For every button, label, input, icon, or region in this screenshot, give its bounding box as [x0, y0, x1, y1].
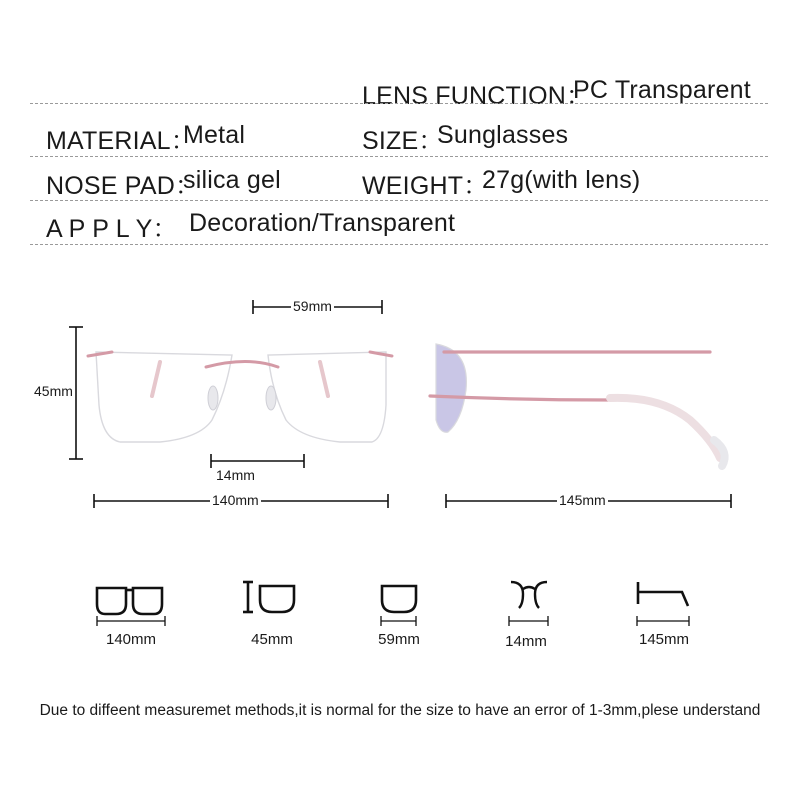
- lens-height-label: 45mm: [34, 383, 73, 399]
- apply-value: Decoration/Transparent: [189, 209, 456, 237]
- measurement-note: Due to diffeent measuremet methods,it is normal for the size to have an error of 1-3mm,plese understand: [39, 702, 761, 719]
- icon-label-frame-width: 140mm: [105, 631, 157, 648]
- icon-label-bridge: 14mm: [505, 633, 547, 650]
- material-label: MATERIAL：: [46, 127, 196, 155]
- weight-label: WEIGHT：: [362, 172, 489, 200]
- size-label: SIZE：: [362, 127, 444, 155]
- apply-label: A P P L Y：: [46, 215, 178, 243]
- size-value: Sunglasses: [437, 121, 569, 149]
- lens-function-label: LENS FUNCTION：: [362, 82, 592, 110]
- icon-label-lens-width: 59mm: [378, 631, 420, 648]
- lens-function-value: PC Transparent: [573, 76, 751, 104]
- material-value: Metal: [183, 121, 246, 149]
- temple-length-label: 145mm: [559, 492, 606, 508]
- weight-value: 27g(with lens): [482, 166, 641, 194]
- lens-width-label: 59mm: [293, 298, 332, 314]
- bridge-label: 14mm: [216, 467, 255, 483]
- frame-width-label: 140mm: [212, 492, 259, 508]
- nose-pad-label: NOSE PAD：: [46, 172, 201, 200]
- icon-label-temple: 145mm: [638, 631, 690, 648]
- icon-label-lens-height: 45mm: [251, 631, 293, 648]
- nose-pad-value: silica gel: [183, 166, 281, 194]
